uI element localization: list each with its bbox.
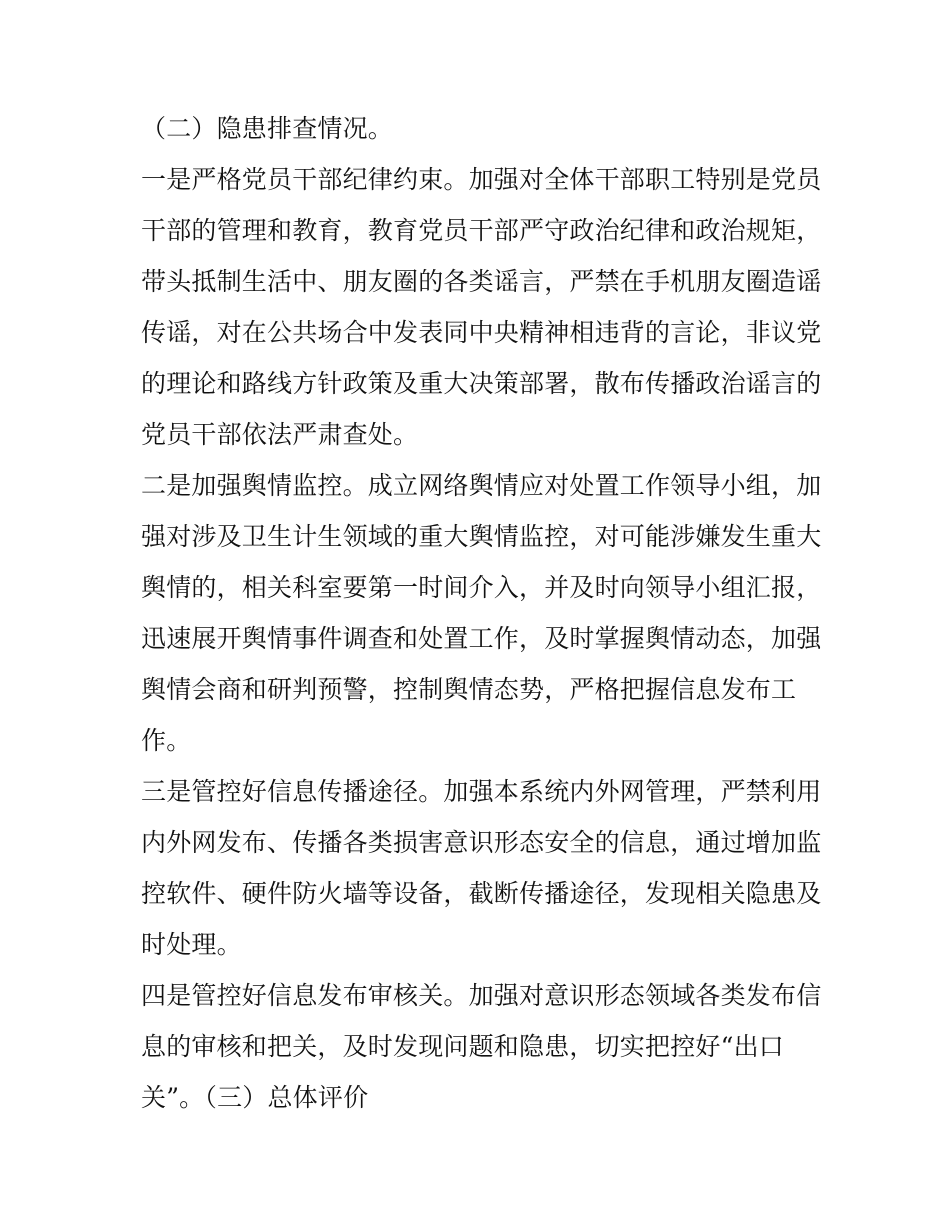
paragraph-line: 三是管控好信息传播途径。加强本系统内外网管理，严禁利用 [141, 777, 822, 806]
section-heading: （二）隐患排查情况。 [141, 114, 394, 143]
paragraph-line: 控软件、硬件防火墙等设备，截断传播途径，发现相关隐患及 [141, 879, 822, 908]
paragraph-line: 一是严格党员干部纪律约束。加强对全体干部职工特别是党员 [141, 165, 822, 194]
paragraph-line: 传谣，对在公共场合中发表同中央精神相违背的言论，非议党 [141, 318, 822, 347]
paragraph-line: 舆情的，相关科室要第一时间介入，并及时向领导小组汇报， [141, 573, 822, 602]
paragraph-line: 强对涉及卫生计生领域的重大舆情监控，对可能涉嫌发生重大 [141, 522, 822, 551]
paragraph-line: 干部的管理和教育，教育党员干部严守政治纪律和政治规矩， [141, 216, 822, 245]
paragraph-line: 四是管控好信息发布审核关。加强对意识形态领域各类发布信 [141, 981, 822, 1010]
paragraph-line: 关”。（三）总体评价 [141, 1083, 369, 1112]
paragraph-line: 内外网发布、传播各类损害意识形态安全的信息，通过增加监 [141, 828, 822, 857]
paragraph-line: 的理论和路线方针政策及重大决策部署，散布传播政治谣言的 [141, 369, 822, 398]
paragraph-line: 带头抵制生活中、朋友圈的各类谣言，严禁在手机朋友圈造谣 [141, 267, 822, 296]
paragraph-line: 作。 [141, 726, 192, 755]
paragraph-line: 时处理。 [141, 930, 242, 959]
paragraph-line: 二是加强舆情监控。成立网络舆情应对处置工作领导小组，加 [141, 471, 822, 500]
paragraph-line: 息的审核和把关，及时发现问题和隐患，切实把控好“出口 [141, 1032, 784, 1061]
paragraph-line: 党员干部依法严肃查处。 [141, 420, 419, 449]
paragraph-line: 舆情会商和研判预警，控制舆情态势，严格把握信息发布工 [141, 675, 797, 704]
paragraph-line: 迅速展开舆情事件调查和处置工作，及时掌握舆情动态，加强 [141, 624, 822, 653]
